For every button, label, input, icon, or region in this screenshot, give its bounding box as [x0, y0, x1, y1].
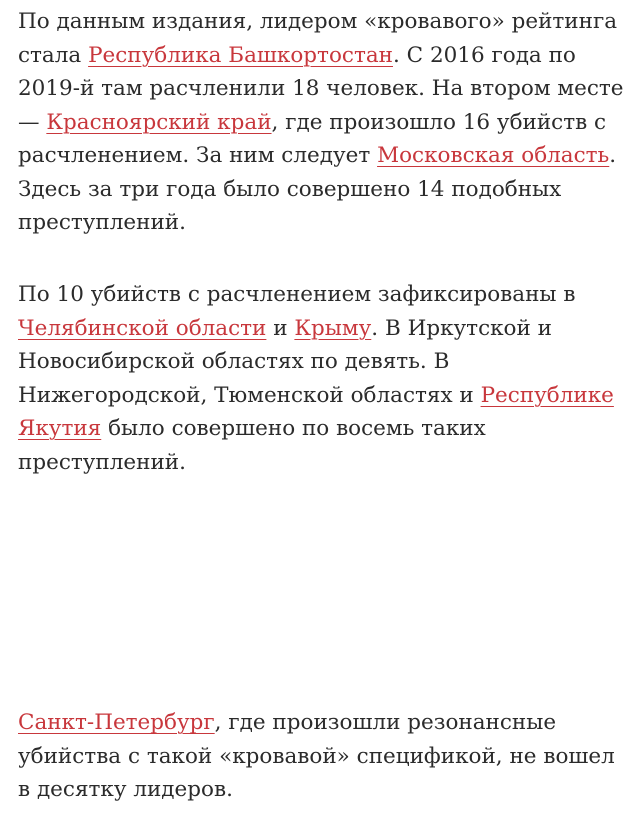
link-crimea[interactable]: Крыму — [294, 315, 372, 341]
paragraph-text: . Здесь за три года было совершено 14 подобных преступлений. — [18, 143, 617, 235]
paragraph-text: . С 2016 года по 2019-й там расчленили 18 человек. На втором месте — — [18, 42, 624, 135]
paragraph-other-regions — [18, 278, 630, 479]
link-saint-petersburg[interactable]: Санкт-Петербург — [18, 710, 215, 735]
paragraph-text: . В Иркутской и Новосибирской областях по девять. В Нижегородской, Тюменской областях и — [18, 315, 552, 408]
paragraph-text: , где произошло 16 убийств с расчленением. За ним следует — [18, 109, 607, 168]
link-moscow-oblast[interactable]: Московская область — [377, 143, 610, 168]
paragraph-text: , где произошли резонансные убийства с такой «кровавой» спецификой, не вошел в десятку лидеров. — [18, 710, 615, 802]
paragraph-text: и — [266, 315, 295, 341]
paragraph-regions-ranking — [18, 5, 630, 240]
link-krasnoyarsk-krai[interactable]: Красноярский край — [46, 109, 272, 135]
paragraph-saint-petersburg — [18, 706, 630, 807]
paragraph-text: По 10 убийств с расчленением зафиксированы в — [18, 282, 576, 307]
link-bashkortostan[interactable]: Республика Башкортостан — [88, 42, 393, 68]
link-yakutia[interactable]: Республике Якутия — [18, 382, 614, 441]
link-chelyabinsk-oblast[interactable]: Челябинской области — [18, 315, 267, 341]
paragraph-text: По данным издания, лидером «кровавого» рейтинга стала — [18, 9, 618, 68]
paragraph-text: было совершено по восемь таких преступлений. — [18, 416, 486, 475]
